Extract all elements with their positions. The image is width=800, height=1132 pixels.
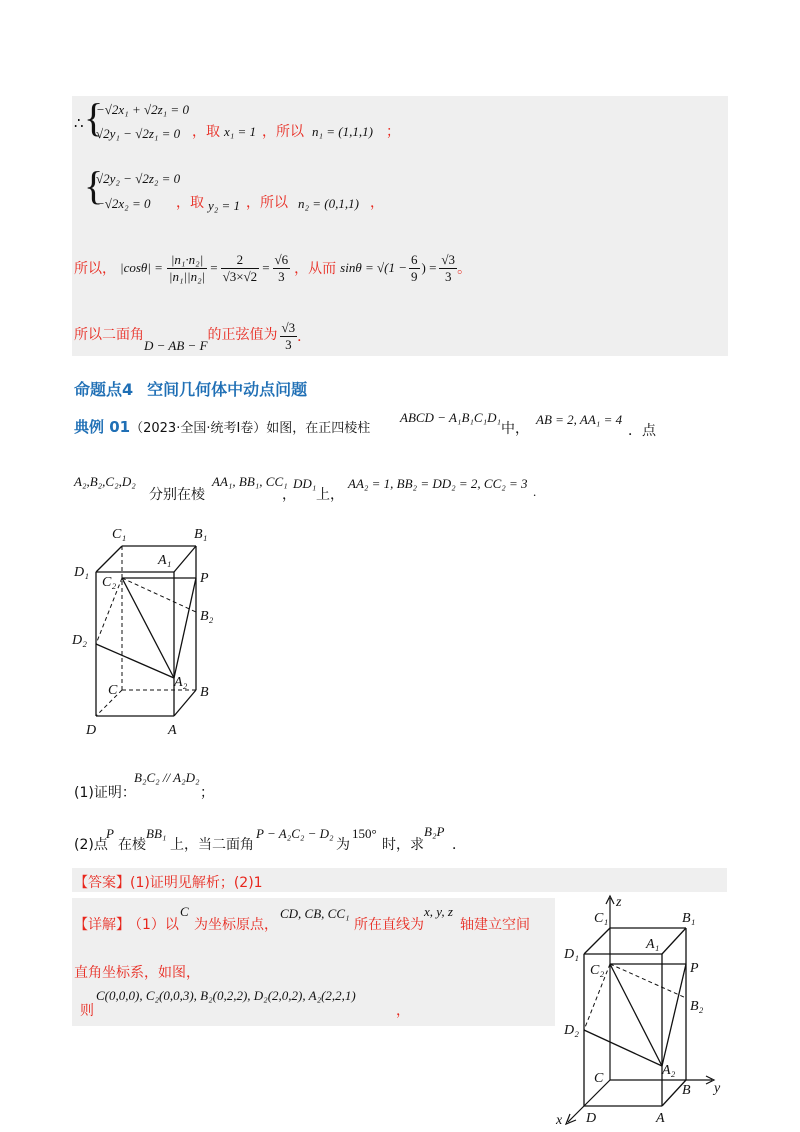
heading-title: 空间几何体中动点问题: [147, 380, 308, 399]
cos-frac3-den: 3: [278, 268, 285, 284]
cos-frac2-num: 2: [221, 252, 260, 269]
shang-text: 上，: [316, 487, 344, 503]
label-P: P: [200, 571, 209, 586]
cos-frac1-den: |n₁||n₂|: [168, 268, 206, 284]
on-edges-text: 分别在棱: [149, 487, 205, 503]
fig2-label-A2: A₂: [662, 1063, 676, 1078]
prism-figure: [70, 518, 220, 740]
final-dihedral: D − AB − F: [144, 338, 208, 353]
q2-p: P: [106, 826, 114, 841]
q2-on: 在棱: [118, 837, 146, 853]
axis-z-label: z: [616, 895, 622, 910]
label-C2: C₂: [102, 575, 117, 590]
q2-angle: P − A₂C₂ − D₂: [256, 826, 334, 841]
label-D2: D₂: [72, 633, 87, 648]
detail-xyz: x, y, z: [424, 904, 453, 919]
sin-fraction2: [439, 252, 457, 285]
fig2-label-A1: A₁: [646, 937, 660, 952]
sin-fraction1: [409, 252, 420, 285]
cosine-formula-line: [74, 244, 471, 292]
example-dot: ．点: [628, 423, 656, 439]
take1-text: ，取: [192, 124, 220, 140]
therefore2-text: ，所以: [246, 195, 288, 211]
edges-list: AA₁, BB₁, CC₁: [212, 474, 288, 489]
section-heading: [74, 377, 307, 400]
final-frac-den: 3: [285, 336, 292, 352]
q2-target: B₂P: [424, 824, 445, 839]
edges-comma: ，: [282, 487, 296, 503]
q2-when: 上，当二面角: [170, 837, 254, 853]
final-result-line: [74, 316, 311, 356]
take2-math: y₂ = 1: [208, 198, 241, 213]
q1-end: ；: [200, 785, 214, 801]
label-B1: B₁: [194, 527, 208, 542]
detail-coords-end: ，: [396, 1003, 410, 1019]
final-text-b: 的正弦值为: [207, 327, 278, 343]
q2-prefix: (2)点: [74, 837, 108, 853]
label-A2: A₂: [174, 675, 188, 690]
detail-axes: CD, CB, CC₁: [280, 906, 350, 921]
final-end: ．: [297, 329, 312, 345]
final-text-a: 所以二面角: [74, 327, 144, 343]
label-C1: C₁: [112, 527, 127, 542]
sin-lhs: sinθ = √(1 −: [340, 260, 407, 275]
axis-x-label: x: [556, 1113, 563, 1128]
fig2-label-C2: C₂: [590, 963, 605, 978]
sin-frac1-den: 9: [411, 268, 418, 284]
example-mid: 中，: [501, 421, 529, 437]
cos-frac1-num: |n₁·n₂|: [167, 252, 207, 269]
fig2-label-C: C: [594, 1071, 604, 1086]
q2-degree: 150°: [352, 826, 377, 841]
coordinate-prism-figure: [552, 892, 728, 1128]
example-source: （2023·全国·统考Ⅰ卷）如图，在正四棱柱: [130, 421, 371, 436]
prism-name: ABCD − A₁B₁C₁D₁: [400, 410, 501, 425]
detail-coordinates: C(0,0,0), C₂(0,0,3), B₂(0,2,2), D₂(2,0,2), A₂(2,2,1): [96, 988, 356, 1003]
answer-tag: 【答案】: [74, 875, 130, 891]
system2-brace: {: [84, 163, 104, 208]
fig2-label-B: B: [682, 1083, 691, 1098]
q2-is: 为: [336, 837, 350, 853]
fig2-label-B2: B₂: [690, 999, 704, 1014]
q2-ask: 时，求: [382, 837, 424, 853]
system1-brace: {: [84, 95, 104, 140]
fig2-label-D1: D₁: [564, 947, 579, 962]
lengths-given: AA₂ = 1, BB₂ = DD₂ = 2, CC₂ = 3: [348, 476, 528, 491]
detail-then: 则: [80, 1003, 94, 1019]
n1-vector: n₁ = (1,1,1): [312, 124, 373, 139]
axis-y-label: y: [714, 1081, 721, 1096]
detail-part2: 为坐标原点，: [194, 917, 278, 933]
cos-fraction3: [273, 252, 291, 285]
label-D: D: [86, 723, 97, 738]
fig2-label-D2: D₂: [564, 1023, 579, 1038]
detail-tag: 【详解】: [74, 917, 130, 933]
q1-prefix: (1)证明：: [74, 785, 136, 801]
detail-line2: 直角坐标系，如图，: [74, 965, 200, 981]
sin-frac2-den: 3: [444, 268, 452, 284]
label-B: B: [200, 685, 209, 700]
sin-close: ) =: [421, 260, 437, 275]
answer-line: [74, 872, 263, 892]
cos-mid-text: ，从而: [294, 261, 337, 277]
cos-prefix: 所以，: [74, 261, 116, 277]
label-C: C: [108, 683, 118, 698]
q2-bb1: BB₁: [146, 826, 167, 841]
cos-fraction1: [167, 252, 207, 285]
take2-text: ，取: [176, 195, 204, 211]
example-line1: [74, 416, 370, 437]
label-A1: A₁: [158, 553, 172, 568]
cos-eq3: =: [262, 260, 270, 275]
detail-part3: 所在直线为: [354, 917, 424, 933]
cos-frac3-num: √6: [274, 251, 289, 267]
cos-lhs: |cosθ| =: [120, 260, 163, 275]
take1-math: x₁ = 1: [224, 124, 257, 139]
label-B2: B₂: [200, 609, 214, 624]
system1-eq2: √2y₁ − √2z₁ = 0: [96, 126, 181, 141]
answer-text: (1)证明见解析；(2)1: [130, 875, 263, 891]
final-frac-num: √3: [281, 319, 296, 335]
cos-fraction2: [221, 252, 260, 285]
detail-part4: 轴建立空间: [460, 917, 530, 933]
detail-origin: C: [180, 904, 189, 919]
label-D1: D₁: [74, 565, 89, 580]
heading-label: 命题点4: [74, 380, 134, 399]
final-fraction: [280, 320, 298, 353]
example-label: 典例 01: [74, 418, 131, 436]
therefore-symbol: ∴: [74, 116, 84, 132]
fig2-label-B1: B₁: [682, 911, 696, 926]
q1-statement: B₂C₂ // A₂D₂: [134, 770, 200, 785]
detail-part1: （1）以: [128, 917, 179, 933]
q2-end: ．: [452, 837, 466, 853]
sin-frac2-num: √3: [441, 251, 456, 267]
edge-dd1: DD₁: [293, 476, 317, 491]
label-A: A: [168, 723, 177, 738]
system2-eq2: −√2x₂ = 0: [96, 196, 151, 211]
fig2-label-D: D: [586, 1111, 597, 1126]
system1-eq1: −√2x₁ + √2z₁ = 0: [96, 102, 189, 117]
system2-eq1: √2y₂ − √2z₂ = 0: [96, 171, 181, 186]
fig2-label-C1: C₁: [594, 911, 609, 926]
end2-punct: ，: [370, 195, 384, 211]
end1-punct: ；: [386, 124, 400, 140]
sin-end: 。: [457, 261, 472, 277]
lengths-period: .: [533, 484, 537, 499]
cos-frac2-den: √3×√2: [222, 268, 258, 284]
sin-frac1-num: 6: [411, 251, 418, 267]
fig2-label-A: A: [656, 1111, 665, 1126]
n2-vector: n₂ = (0,1,1): [298, 196, 359, 211]
points-list: A₂,B₂,C₂,D₂: [74, 474, 136, 489]
example-given: AB = 2, AA₁ = 4: [536, 412, 623, 427]
cos-eq2: =: [210, 260, 218, 275]
fig2-label-P: P: [690, 961, 699, 976]
therefore1-text: ，所以: [262, 124, 304, 140]
